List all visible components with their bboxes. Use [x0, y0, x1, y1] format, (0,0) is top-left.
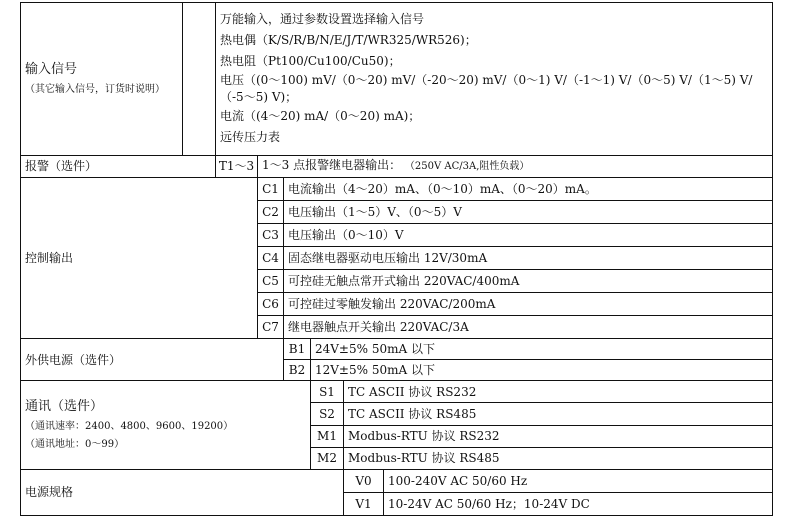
spec-table [20, 2, 773, 516]
input-line: 远传压力表 [220, 130, 281, 145]
comm-label-cell [21, 381, 311, 469]
alarm-code: T1～3 [216, 155, 258, 177]
comm-code: M2 [311, 447, 344, 469]
control-desc: 可控硅无触点常开式输出 220VAC/400mA [284, 269, 773, 292]
power-spec-desc: 100-240V AC 50/60 Hz [384, 469, 773, 492]
control-desc: 可控硅过零触发输出 220VAC/200mA [284, 293, 773, 316]
alarm-desc: 1～3 点报警继电器输出： [262, 158, 402, 173]
input-line: 电压（(0～100) mV/（0～20) mV/（-20～20) mV/（0～1) V/（-1～1) V/（0～5) V/（1～5) V/（-5～5) V)； [220, 73, 753, 105]
alarm-desc-cell [258, 155, 773, 177]
alarm-label: 报警（选件） [21, 155, 216, 177]
input-desc-cell [216, 3, 773, 156]
control-code: C1 [258, 177, 284, 200]
power-spec-row [21, 469, 773, 492]
control-code: C6 [258, 293, 284, 316]
control-desc: 固态继电器驱动电压输出 12V/30mA [284, 246, 773, 269]
power-supply-row [21, 339, 773, 360]
control-code: C2 [258, 200, 284, 223]
comm-code: S1 [311, 381, 344, 403]
input-line: 万能输入，通过参数设置选择输入信号 [220, 12, 425, 27]
power-spec-code: V0 [344, 469, 384, 492]
comm-row [21, 381, 773, 403]
control-code: C7 [258, 316, 284, 339]
alarm-row [21, 155, 773, 177]
comm-label: 通讯（选件） [25, 399, 104, 415]
control-desc: 电流输出（4～20）mA、（0～10）mA、（0～20）mA。 [284, 177, 773, 200]
power-spec-label: 电源规格 [21, 469, 344, 515]
power-spec-desc: 10-24V AC 50/60 Hz；10-24V DC [384, 492, 773, 515]
power-spec-code: V1 [344, 492, 384, 515]
power-supply-code: B2 [284, 360, 311, 381]
power-supply-label: 外供电源（选件） [21, 339, 284, 381]
control-row [21, 177, 773, 200]
control-code: C5 [258, 269, 284, 292]
comm-code: M1 [311, 425, 344, 447]
control-label: 控制输出 [21, 177, 258, 339]
control-desc: 继电器触点开关输出 220VAC/3A [284, 316, 773, 339]
power-supply-desc: 12V±5% 50mA 以下 [311, 360, 773, 381]
control-code: C4 [258, 246, 284, 269]
comm-code: S2 [311, 403, 344, 425]
input-label-cell [21, 3, 183, 156]
comm-baud: （通讯速率：2400、4800、9600、19200） [25, 421, 234, 433]
control-desc: 电压输出（0～10）V [284, 223, 773, 246]
input-line: 热电偶（K/S/R/B/N/E/J/T/WR325/WR526)； [220, 33, 477, 48]
alarm-note: （250V AC/3A,阻性负载） [404, 161, 530, 173]
comm-desc: TC ASCII 协议 RS485 [344, 403, 773, 425]
comm-desc: TC ASCII 协议 RS232 [344, 381, 773, 403]
comm-addr: （通讯地址：0～99） [25, 439, 125, 451]
power-supply-code: B1 [284, 339, 311, 360]
input-spacer-cell [183, 3, 216, 156]
comm-desc: Modbus-RTU 协议 RS485 [344, 447, 773, 469]
comm-desc: Modbus-RTU 协议 RS232 [344, 425, 773, 447]
power-supply-desc: 24V±5% 50mA 以下 [311, 339, 773, 360]
input-line: 电流（(4～20) mA/（0～20) mA)； [220, 109, 421, 124]
input-note: （其它输入信号，订货时说明） [25, 83, 165, 95]
input-row [21, 3, 773, 156]
input-label: 输入信号 [25, 61, 78, 77]
control-code: C3 [258, 223, 284, 246]
control-desc: 电压输出（1～5）V、（0～5）V [284, 200, 773, 223]
input-line: 热电阻（Pt100/Cu100/Cu50)； [220, 54, 401, 69]
